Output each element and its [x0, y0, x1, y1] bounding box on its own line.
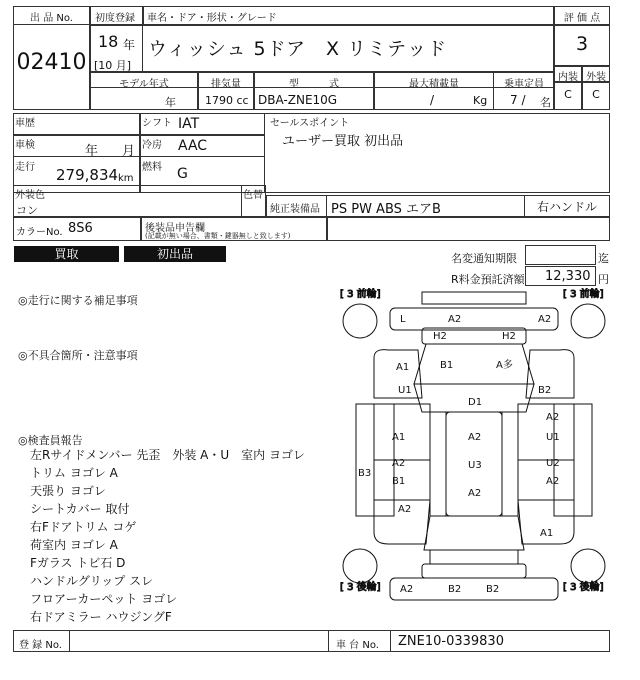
mark-a-multi: A多 — [496, 360, 513, 371]
chassis-label: 車 台 No. — [336, 640, 379, 651]
hood — [414, 344, 534, 384]
corner-label-front-right: [ 3 前輪] — [563, 289, 604, 300]
first-listing-badge: 初出品 — [124, 246, 226, 262]
inspector-line: トリム ヨゴレ A — [30, 466, 118, 480]
loadcap-unit: Kg — [473, 94, 488, 107]
exterior-color: コン — [16, 204, 38, 217]
name-change-label: 名変通知期限 — [451, 252, 517, 265]
fuel-label: 燃料 — [142, 162, 162, 173]
defect-heading: ◎不具合箇所・注意事項 — [18, 349, 138, 362]
mark-b3: B3 — [358, 468, 372, 479]
supplement-heading: ◎走行に関する補足事項 — [18, 294, 138, 307]
exterior-color-label: 外装色 — [15, 190, 45, 201]
mark-top-A2b: A2 — [538, 314, 552, 325]
left-pillar — [430, 412, 446, 516]
equip-label: 純正装備品 — [270, 204, 320, 215]
corner-label-rear-left: [ 3 後輪] — [340, 582, 381, 593]
mark-ld-A2: A2 — [392, 458, 406, 469]
mark-top-A2a: A2 — [448, 314, 462, 325]
displacement: 1790 cc — [205, 94, 249, 107]
back-door — [424, 516, 524, 550]
type-label: 型 式 — [289, 79, 339, 90]
wheel-rear-left — [343, 549, 377, 583]
repaint-label: 色替 — [243, 190, 263, 201]
front-grille — [422, 292, 526, 304]
mark-rd-A2: A2 — [546, 412, 560, 423]
corner-label-front-left: [ 3 前輪] — [340, 289, 381, 300]
loadcap-slash: / — [430, 93, 435, 107]
name-label: 車名・ドア・形状・グレード — [147, 13, 277, 24]
shift-value: IAT — [178, 116, 200, 132]
capacity-unit: 名 — [540, 96, 551, 109]
model-year-unit: 年 — [165, 96, 176, 109]
inspection-year: 年 — [85, 144, 99, 159]
after-note: (記載が無い場合、書類・鍵器無しと致します) — [145, 232, 291, 240]
mileage-label: 走行 — [15, 162, 35, 173]
ac-label: 冷房 — [142, 140, 162, 151]
mark-rf-B2: B2 — [538, 385, 552, 396]
model-year-label: モデル年式 — [119, 79, 169, 90]
right-pillar — [502, 412, 518, 516]
displacement-label: 排気量 — [211, 79, 241, 90]
color-no-label: カラーNo. — [16, 227, 63, 238]
reg-year-unit: 年 — [123, 38, 136, 52]
score-label: 評 価 点 — [563, 13, 601, 24]
equipment: PS PW ABS エアB — [331, 202, 441, 217]
ac-value: AAC — [178, 138, 208, 154]
mark-lf-U1: U1 — [398, 385, 412, 396]
car-damage-diagram — [338, 288, 610, 608]
interior-grade: C — [564, 88, 572, 101]
lot-label: 出 品 No. — [30, 13, 73, 24]
after-value-cell — [327, 217, 610, 241]
inspector-line: 天張り ヨゴレ — [30, 484, 106, 498]
buy-badge: 買取 — [14, 246, 119, 262]
history-label: 車歴 — [15, 118, 35, 129]
score-value: 3 — [575, 33, 589, 55]
wheel-front-left — [343, 304, 377, 338]
exterior-grade: C — [592, 88, 600, 101]
model-code: DBA-ZNE10G — [258, 93, 338, 107]
mark-lr-A2: A2 — [398, 504, 412, 515]
inspector-line: Fガラス トビ石 D — [30, 556, 126, 570]
mark-rd-U2: U2 — [546, 458, 560, 469]
inspector-line: フロアーカーペット ヨゴレ — [30, 592, 178, 606]
corner-label-rear-right: [ 3 後輪] — [563, 582, 604, 593]
inspector-line: シートカバー 取付 — [30, 502, 130, 516]
reg-label: 初度登録 — [95, 13, 135, 24]
capacity: 7 / — [510, 93, 526, 107]
recycle-unit: 円 — [598, 273, 609, 286]
name-change-unit: 迄 — [598, 252, 609, 265]
mark-rr-A1: A1 — [540, 528, 554, 539]
reg-no-label: 登 録 No. — [19, 640, 62, 651]
mark-rd-A2b: A2 — [546, 476, 560, 487]
inspector-line: 右Fドアトリム コゲ — [30, 520, 137, 534]
car-name: ウィッシュ 5ドア X リミテッド — [148, 38, 448, 60]
inspector-report-list — [30, 446, 330, 626]
inspector-line: 荷室内 ヨゴレ A — [30, 538, 118, 552]
mark-rd-U1: U1 — [546, 432, 560, 443]
mark-ld-A1: A1 — [392, 432, 406, 443]
mark-h2-right: H2 — [502, 331, 516, 342]
inspection-label: 車検 — [15, 140, 35, 151]
sales-label: セールスポイント — [270, 118, 350, 129]
rear-lower — [422, 564, 526, 578]
inspection-month: 月 — [122, 144, 136, 159]
footer-frame — [13, 630, 610, 652]
loadcap-label: 最大積載量 — [409, 79, 459, 90]
mileage: 279,834 — [56, 166, 119, 184]
inspector-heading: ◎検査員報告 — [18, 434, 83, 447]
mark-roof-A2: A2 — [468, 432, 482, 443]
exterior-label: 外装 — [586, 72, 606, 83]
fuel-value: G — [177, 166, 188, 182]
mark-top-L: L — [400, 314, 406, 325]
after-label: 後装品申告欄 — [145, 223, 205, 234]
sales-point: ユーザー買取 初出品 — [282, 134, 404, 149]
mark-b1: B1 — [440, 360, 454, 371]
shift-label: シフト — [142, 118, 172, 129]
inspector-line: ハンドルグリップ スレ — [30, 574, 154, 588]
mark-h2-left: H2 — [433, 331, 447, 342]
rear-window — [430, 550, 518, 564]
lot-number: 02410 — [16, 50, 87, 75]
rear-bumper — [390, 578, 558, 600]
wheel-rear-right — [571, 549, 605, 583]
name-change-cell — [525, 245, 596, 265]
inspector-line: 右ドアミラー ハウジングF — [30, 610, 172, 624]
mark-ld-B1: B1 — [392, 476, 406, 487]
inspector-line: 左Rサイドメンバー 先歪 外装 A・U 室内 ヨゴレ — [30, 448, 305, 462]
mileage-unit: km — [118, 173, 134, 184]
mark-roof-A2b: A2 — [468, 488, 482, 499]
reg-month: [10 月] — [94, 59, 132, 72]
recycle-label: R料金預託済額 — [451, 273, 525, 286]
interior-label: 内装 — [558, 72, 578, 83]
front-bumper — [390, 308, 558, 330]
mark-d1: D1 — [468, 397, 483, 408]
exterior-color-cell — [13, 185, 266, 217]
mark-bot-A2: A2 — [400, 584, 414, 595]
reg-year: 18 — [98, 32, 119, 51]
capacity-label: 乗車定員 — [504, 79, 544, 90]
mark-bot-B2a: B2 — [448, 584, 462, 595]
color-no: 8S6 — [68, 221, 93, 236]
mark-bot-B2b: B2 — [486, 584, 500, 595]
wheel-front-right — [571, 304, 605, 338]
recycle-amount: 12,330 — [545, 269, 591, 284]
mark-roof-U3: U3 — [468, 460, 482, 471]
chassis-no: ZNE10-0339830 — [398, 634, 504, 649]
mark-lf-A1: A1 — [396, 362, 410, 373]
handle: 右ハンドル — [536, 200, 597, 214]
